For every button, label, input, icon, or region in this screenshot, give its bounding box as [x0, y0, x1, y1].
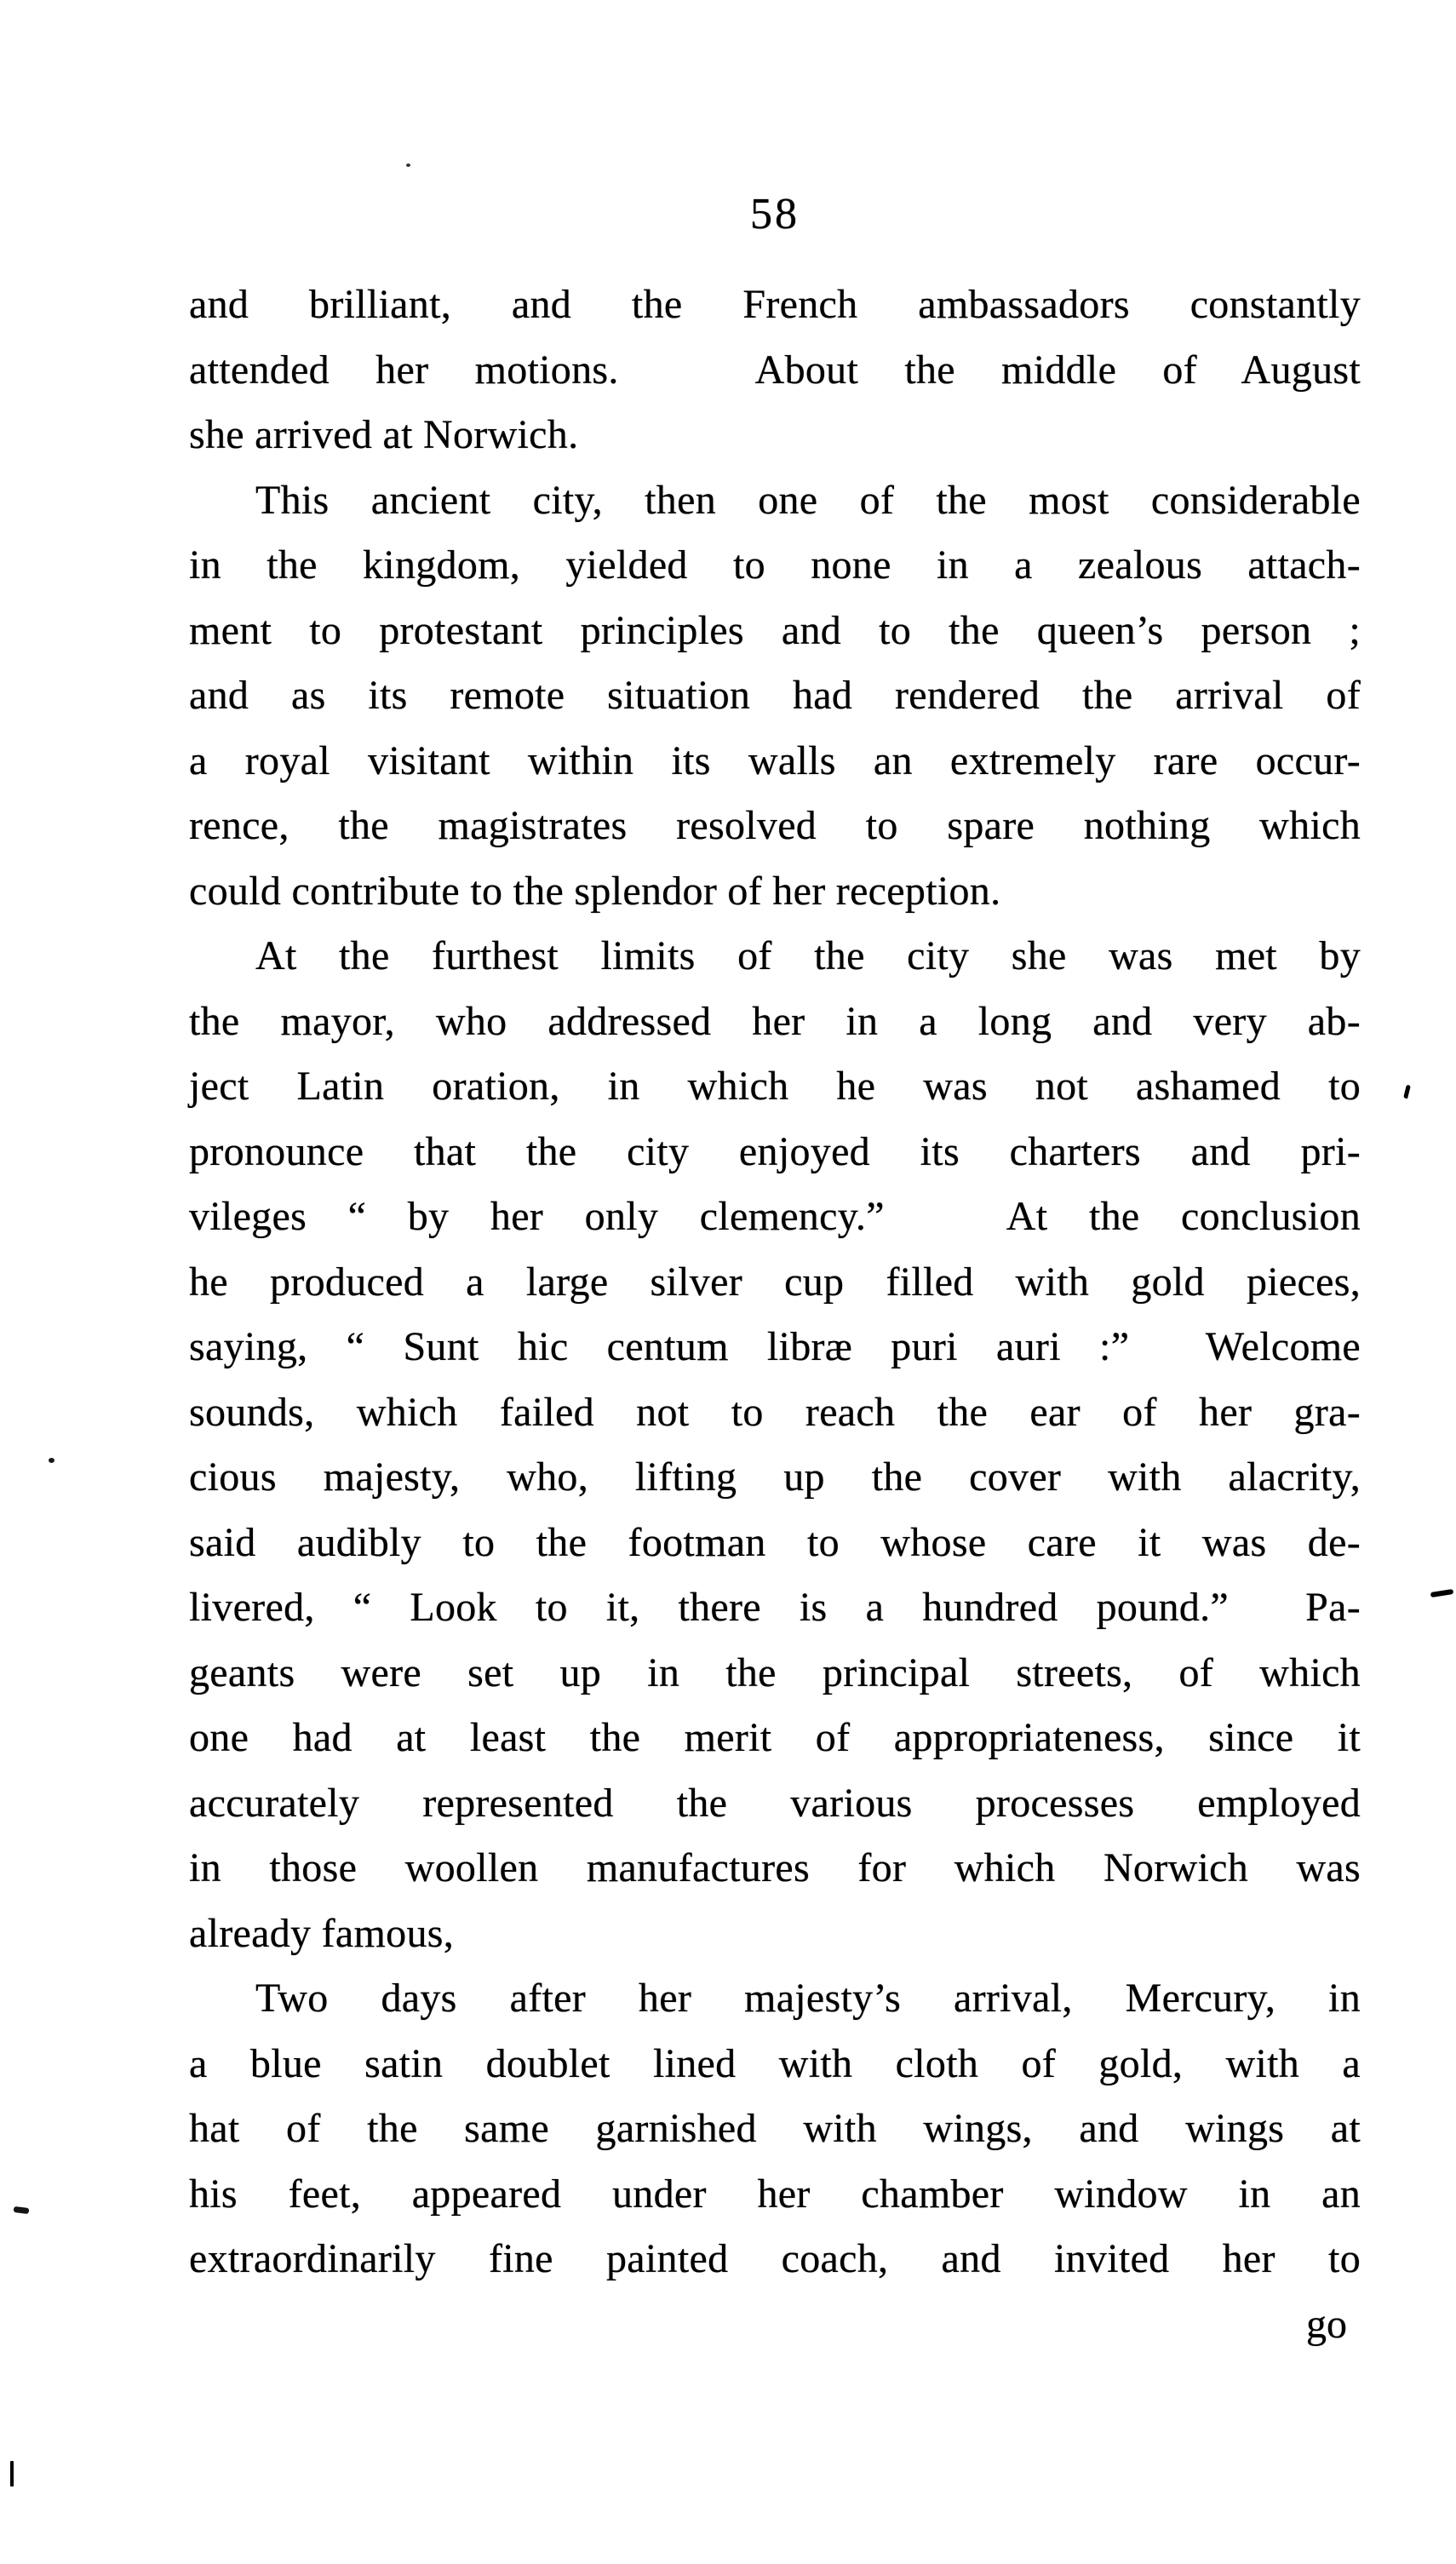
body-text — [189, 272, 1361, 2357]
text-line: his feet, appeared under her chamber window in an — [189, 2171, 1361, 2217]
text-line-paragraph-end: she arrived at Norwich. — [189, 412, 579, 457]
ink-speck — [10, 2461, 14, 2487]
text-line: vileges “ by her only clemency.” At the conclusion — [189, 1194, 1361, 1239]
text-line: attended her motions. About the middle of August — [189, 347, 1361, 393]
text-line: and brilliant, and the French ambassadors constantly — [189, 282, 1361, 327]
text-line-paragraph-start: Two days after her majesty’s arrival, Mercury, in — [255, 1976, 1361, 2021]
text-line: ject Latin oration, in which he was not ashamed to — [189, 1064, 1361, 1109]
text-line: he produced a large silver cup filled with gold pieces, — [189, 1259, 1361, 1305]
text-line: accurately represented the various processes employed — [189, 1780, 1361, 1826]
text-line: and as its remote situation had rendered the arrival of — [189, 673, 1361, 718]
text-line: a blue satin doublet lined with cloth of gold, with a — [189, 2040, 1361, 2086]
text-line: pronounce that the city enjoyed its charters and pri- — [189, 1128, 1361, 1174]
text-line: geants were set up in the principal streets, of which — [189, 1649, 1361, 1695]
catchword: go — [1306, 2301, 1347, 2347]
ink-speck — [406, 163, 410, 167]
text-line-paragraph-start: At the furthest limits of the city she was met by — [255, 933, 1361, 978]
text-line: said audibly to the footman to whose care it was de- — [189, 1519, 1361, 1565]
text-line: cious majesty, who, lifting up the cover with alacrity, — [189, 1454, 1361, 1500]
text-line: saying, “ Sunt hic centum libræ puri auri :” Welcome — [189, 1324, 1361, 1369]
text-line: in those woollen manufactures for which Norwich was — [189, 1845, 1361, 1890]
text-line: the mayor, who addressed her in a long and very ab- — [189, 998, 1361, 1044]
text-line-paragraph-end: could contribute to the splendor of her reception. — [189, 868, 1001, 914]
ink-speck — [1403, 1085, 1411, 1099]
text-line: one had at least the merit of appropriateness, since it — [189, 1715, 1361, 1760]
text-line: rence, the magistrates resolved to spare nothing which — [189, 803, 1361, 848]
ink-speck — [1430, 1589, 1454, 1597]
text-line: in the kingdom, yielded to none in a zealous attach- — [189, 542, 1361, 588]
text-line: sounds, which failed not to reach the ear of her gra- — [189, 1389, 1361, 1435]
page-number: 58 — [750, 190, 800, 238]
ink-speck — [49, 1458, 54, 1463]
text-line-paragraph-start: This ancient city, then one of the most considerable — [255, 477, 1361, 523]
text-line-paragraph-end: already famous, — [189, 1910, 455, 1956]
ink-speck — [14, 2206, 30, 2214]
text-line: livered, “ Look to it, there is a hundred pound.” Pa- — [189, 1585, 1361, 1630]
text-line: extraordinarily fine painted coach, and invited her to — [189, 2236, 1361, 2281]
text-line: a royal visitant within its walls an extremely rare occur- — [189, 737, 1361, 783]
text-line: hat of the same garnished with wings, and wings at — [189, 2106, 1361, 2151]
text-line: ment to protestant principles and to the queen’s person ; — [189, 607, 1361, 653]
